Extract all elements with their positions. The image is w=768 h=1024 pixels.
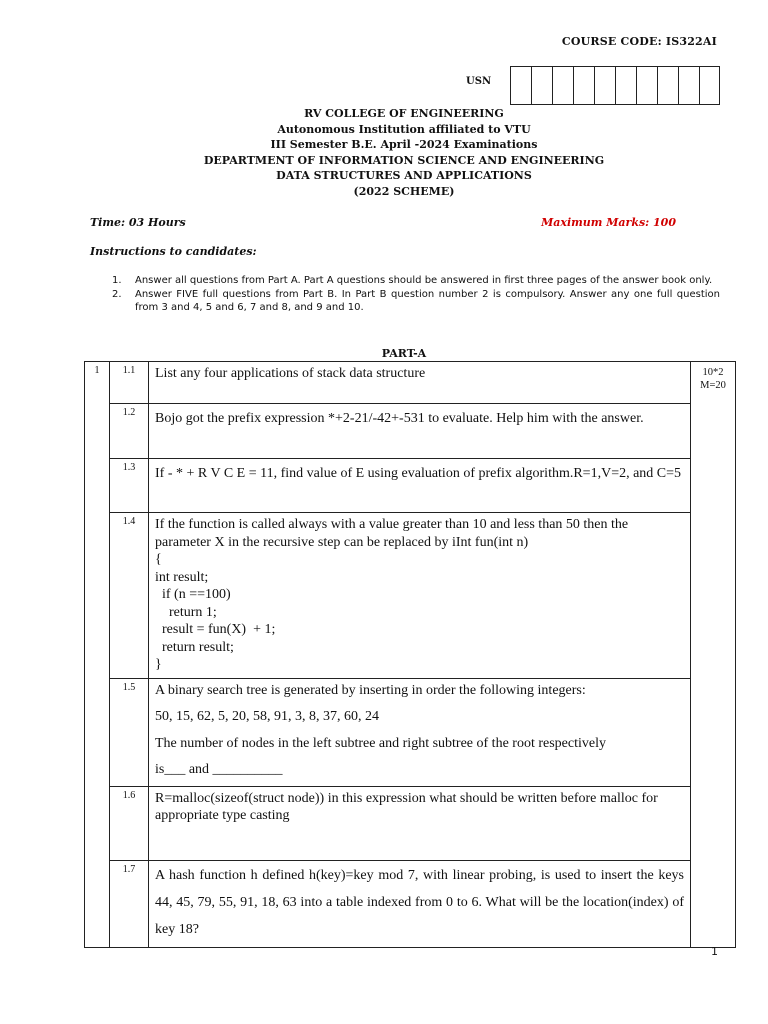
question-row: [85, 404, 736, 459]
marks: 10*2 M=20: [691, 362, 736, 948]
question-line: The number of nodes in the left subtree and right subtree of the root respectively: [155, 735, 606, 751]
usn-box: [616, 67, 637, 104]
question-row: [85, 362, 736, 404]
sub-question-number: 1.5: [110, 678, 149, 786]
question-text: A hash function h defined h(key)=key mod 7, with linear probing, is used to insert the keys 44, 45, 79, 55, 91, 18, 63 into a table indexed from 0 to 6. What will be the location(index) of key 18?: [149, 860, 691, 947]
usn-boxes: [510, 66, 720, 105]
course-code: COURSE CODE: IS322AI: [561, 35, 717, 48]
instruction-number: 2.: [112, 288, 122, 300]
usn-box: [658, 67, 679, 104]
question-text: Bojo got the prefix expression *+2-21/-42+-531 to evaluate. Help him with the answer.: [149, 404, 691, 459]
instruction-number: 1.: [112, 275, 122, 286]
part-title: PART-A: [381, 347, 427, 360]
usn-box: [679, 67, 700, 104]
question-text: R=malloc(sizeof(struct node)) in this expression what should be written before malloc for appropriate type casting: [149, 786, 691, 860]
time-duration: Time: 03 Hours: [90, 216, 186, 229]
usn-box: [511, 67, 532, 104]
question-text: If - * + R V C E = 11, find value of E using evaluation of prefix algorithm.R=1,V=2, and C=5: [149, 459, 691, 513]
instruction-text: Answer FIVE full questions from Part B. In Part B question number 2 is compulsory. Answer any one full question from 3 and 4, 5 and 6, 7 and 8, and 9 and 10.: [135, 288, 720, 313]
scheme: (2022 SCHEME): [353, 184, 455, 198]
question-row: [85, 786, 736, 860]
code-line: }: [155, 657, 162, 672]
sub-question-number: 1.4: [110, 513, 149, 679]
sub-question-number: 1.7: [110, 860, 149, 947]
college-name: RV COLLEGE OF ENGINEERING: [304, 107, 504, 120]
question-number: 1: [85, 362, 110, 948]
page-number: 1: [711, 945, 718, 958]
sub-question-number: 1.1: [110, 362, 149, 404]
instructions-title: Instructions to candidates:: [90, 245, 257, 258]
usn-box: [574, 67, 595, 104]
sub-question-number: 1.3: [110, 459, 149, 513]
affiliation: Autonomous Institution affiliated to VTU: [277, 122, 531, 136]
sub-question-number: 1.2: [110, 404, 149, 459]
maximum-marks: Maximum Marks: 100: [541, 216, 676, 229]
usn-box: [553, 67, 574, 104]
question-row: [85, 860, 736, 947]
instructions-list: [112, 274, 720, 315]
exam-title: III Semester B.E. April -2024 Examinations: [270, 138, 538, 152]
question-row: [85, 459, 736, 513]
code-line: return result;: [155, 639, 234, 655]
code-line: {: [155, 552, 162, 567]
department: DEPARTMENT OF INFORMATION SCIENCE AND ENGINEERING: [203, 153, 605, 167]
subject: DATA STRUCTURES AND APPLICATIONS: [276, 169, 532, 183]
exam-header: [0, 106, 768, 200]
usn-box: [637, 67, 658, 104]
question-row: [85, 513, 736, 679]
code-line: if (n ==100): [155, 587, 231, 602]
question-text: List any four applications of stack data structure: [149, 362, 691, 404]
code-line: result = fun(X) + 1;: [155, 622, 276, 637]
question-line: 50, 15, 62, 5, 20, 58, 91, 3, 8, 37, 60, 24: [155, 709, 379, 724]
question-line: A binary search tree is generated by inserting in order the following integers:: [155, 682, 586, 698]
instruction-item: [112, 274, 720, 288]
code-line: return 1;: [155, 604, 217, 620]
question-text: If the function is called always with a value greater than 10 and less than 50 then the parameter X in the recursive step can be replaced by iInt fun(int n): [155, 517, 629, 550]
instruction-text: Answer all questions from Part A. Part A questions should be answered in first three pages of the answer book only.: [135, 275, 713, 286]
usn-box: [532, 67, 553, 104]
usn-label: USN: [466, 76, 492, 87]
question-content: [149, 678, 691, 786]
question-line: is___ and __________: [155, 762, 283, 777]
question-row: [85, 678, 736, 786]
usn-box: [700, 67, 719, 104]
code-line: int result;: [155, 569, 209, 585]
question-table: [84, 361, 736, 948]
sub-question-number: 1.6: [110, 786, 149, 860]
instruction-item: [112, 288, 720, 315]
question-content: [149, 513, 691, 679]
usn-box: [595, 67, 616, 104]
